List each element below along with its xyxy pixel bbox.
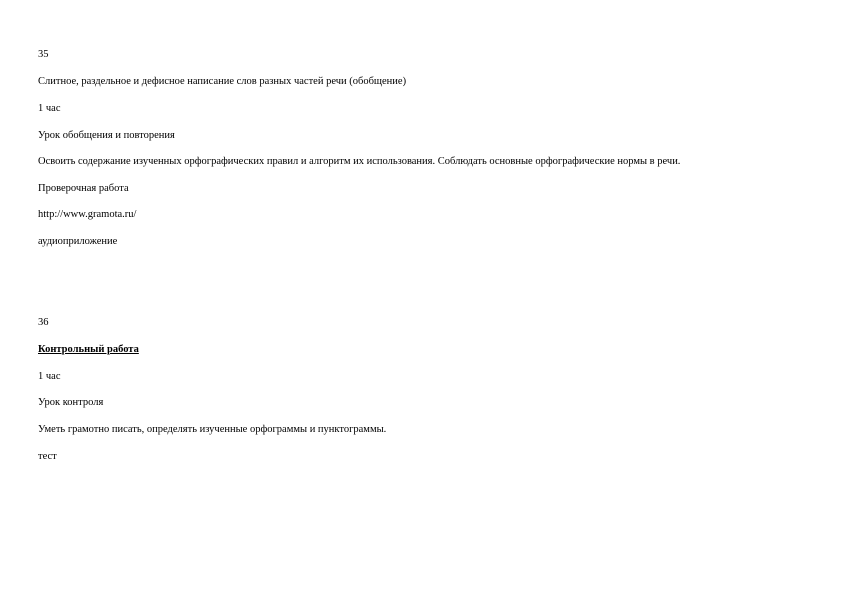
lesson-goals: Освоить содержание изученных орфографических правил и алгоритм их использования. Соблюдать основные орфографические нормы в речи. bbox=[38, 156, 681, 167]
lesson-control: Проверочная работа bbox=[38, 183, 129, 194]
lesson-type: Урок контроля bbox=[38, 397, 104, 408]
lesson-number: 36 bbox=[38, 317, 49, 328]
lesson-type: Урок обобщения и повторения bbox=[38, 130, 175, 141]
resource-link[interactable]: http://www.gramota.ru/ bbox=[38, 209, 137, 220]
lesson-hours: 1 час bbox=[38, 103, 61, 114]
lesson-hours: 1 час bbox=[38, 371, 61, 382]
lesson-number: 35 bbox=[38, 49, 49, 60]
resource-extra: аудиоприложение bbox=[38, 236, 118, 247]
lesson-control: тест bbox=[38, 451, 57, 462]
lesson-topic: Контрольный работа bbox=[38, 344, 139, 355]
lesson-goals: Уметь грамотно писать, определять изученные орфограммы и пунктограммы. bbox=[38, 424, 387, 435]
lesson-topic: Слитное, раздельное и дефисное написание слов разных частей речи (обобщение) bbox=[38, 76, 407, 87]
